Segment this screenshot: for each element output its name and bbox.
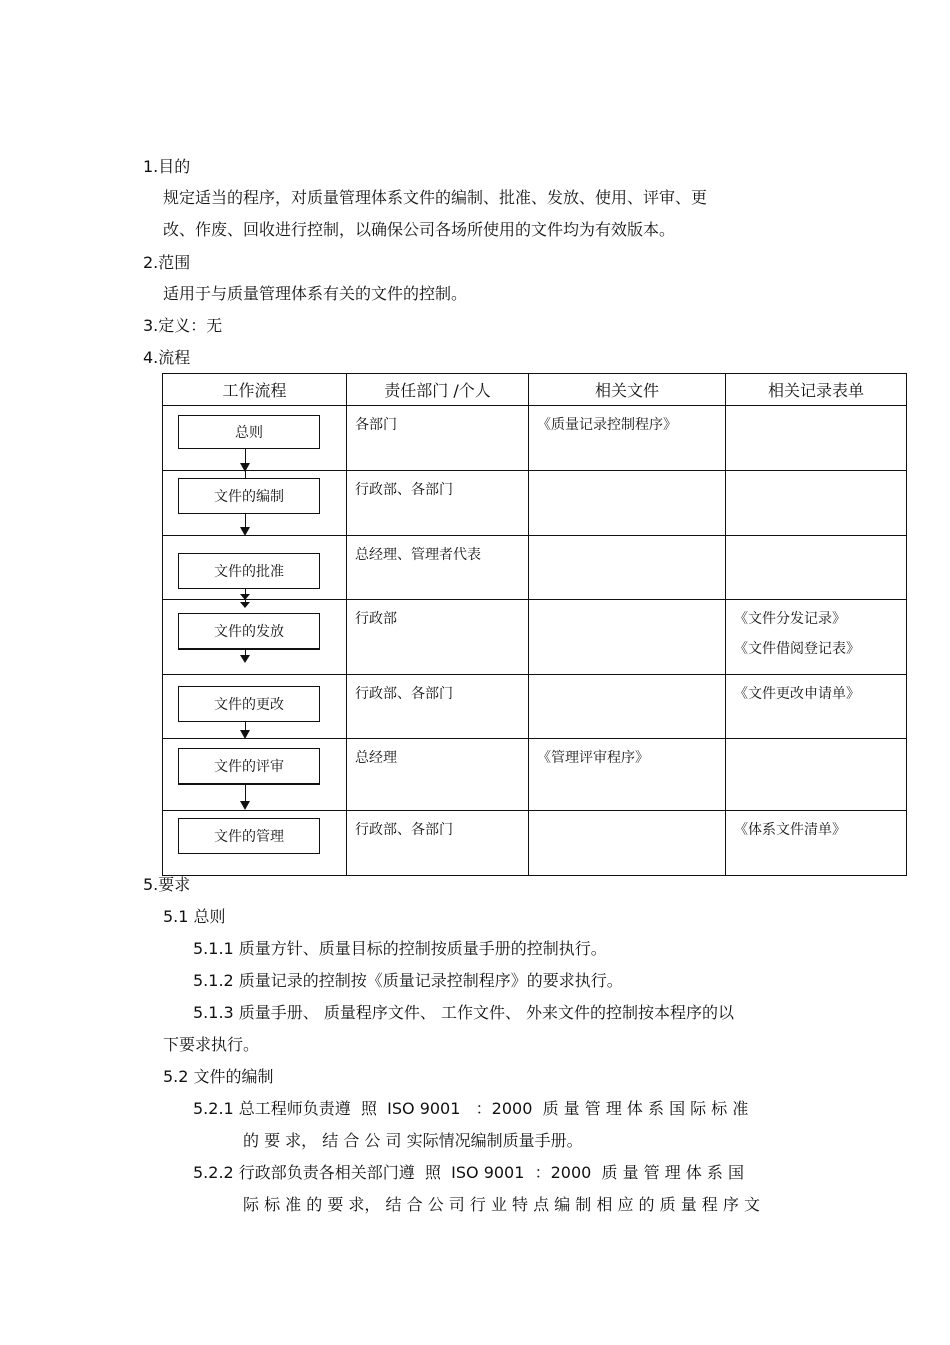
- flow-arrow-line: [245, 449, 246, 463]
- records-cell: [726, 536, 907, 600]
- section-5-1-1: 5.1.1 质量方针、质量目标的控制按质量手册的控制执行。: [193, 939, 607, 958]
- flow-arrow-head-icon: [240, 527, 250, 536]
- flow-arrow-head-icon: [240, 730, 250, 739]
- flow-cell: [163, 536, 347, 600]
- table-row: [163, 811, 907, 876]
- dept-cell: 总经理: [347, 739, 529, 811]
- flow-step-label: 总则: [235, 425, 263, 441]
- flow-step-box: [178, 613, 320, 650]
- flow-step-box: [178, 818, 320, 854]
- process-table: [162, 373, 907, 876]
- flow-arrow-line: [245, 471, 246, 478]
- flow-arrow-head-icon: [240, 655, 250, 663]
- dept-cell: 行政部: [347, 600, 529, 675]
- records-cell: [726, 600, 907, 675]
- table-row: [163, 600, 907, 675]
- section-5-1-3-line-2: 下要求执行。: [163, 1035, 260, 1054]
- section-5-2-title: 5.2 文件的编制: [163, 1067, 274, 1086]
- header-related-docs: 相关文件: [529, 374, 726, 406]
- flow-step-box: [178, 553, 320, 589]
- section-2-text: 适用于与质量管理体系有关的文件的控制。: [163, 284, 468, 303]
- records-cell: [726, 675, 907, 739]
- records-cell: [726, 811, 907, 876]
- record-item: 《体系文件清单》: [734, 822, 846, 838]
- flow-arrow-line: [245, 785, 246, 801]
- section-2-title: 2.范围: [143, 253, 191, 272]
- flow-cell: [163, 471, 347, 536]
- flow-step-label: 文件的更改: [214, 697, 284, 713]
- header-workflow: 工作流程: [163, 374, 347, 406]
- flow-cell: [163, 811, 347, 876]
- section-1-text-line-2: 改、作废、回收进行控制，以确保公司各场所使用的文件均为有效版本。: [163, 220, 676, 239]
- doc-cell: [529, 471, 726, 536]
- record-item: 《文件分发记录》: [734, 611, 846, 627]
- flow-arrow-line: [245, 514, 246, 527]
- section-5-2-2-line-1: 5.2.2 行政部负责各相关部门遵 照 ISO 9001 ：2000 质 量 管 理 体 系 国: [193, 1163, 744, 1182]
- header-related-records: 相关记录表单: [726, 374, 907, 406]
- flow-step-label: 文件的评审: [214, 759, 284, 775]
- section-3-title: 3.定义：无: [143, 316, 223, 335]
- flow-step-box: [178, 478, 320, 514]
- records-cell: [726, 471, 907, 536]
- flow-step-label: 文件的管理: [214, 829, 284, 845]
- flow-cell: [163, 675, 347, 739]
- flow-step-label: 文件的批准: [214, 564, 284, 580]
- table-row: [163, 471, 907, 536]
- flow-step-box: [178, 748, 320, 785]
- dept-cell: 行政部、各部门: [347, 675, 529, 739]
- records-cell: [726, 406, 907, 471]
- record-item: 《文件借阅登记表》: [734, 641, 860, 657]
- table-row: [163, 675, 907, 739]
- flow-step-label: 文件的编制: [214, 489, 284, 505]
- section-5-2-1-line-1: 5.2.1 总工程师负责遵 照 ISO 9001 ：2000 质 量 管 理 体 系 国 际 标 准: [193, 1099, 749, 1118]
- record-item: 《文件更改申请单》: [734, 686, 860, 702]
- doc-cell: [529, 675, 726, 739]
- section-5-1-3-line-1: 5.1.3 质量手册、 质量程序文件、 工作文件、 外来文件的控制按本程序的以: [193, 1003, 735, 1022]
- flow-step-box: [178, 415, 320, 449]
- section-4-title: 4.流程: [143, 348, 191, 367]
- dept-cell: 总经理、管理者代表: [347, 536, 529, 600]
- flow-cell: [163, 739, 347, 811]
- doc-cell: [529, 811, 726, 876]
- flow-step-label: 文件的发放: [214, 624, 284, 640]
- table-row: [163, 739, 907, 811]
- doc-cell: 《质量记录控制程序》: [529, 406, 726, 471]
- table-row: [163, 406, 907, 471]
- flow-arrow-head-icon: [240, 602, 250, 608]
- section-5-2-2-line-2: 际 标 准 的 要 求， 结 合 公 司 行 业 特 点 编 制 相 应 的 质 量 程 序 文: [243, 1195, 760, 1214]
- flow-arrow-line: [245, 722, 246, 730]
- dept-cell: 各部门: [347, 406, 529, 471]
- flow-step-box: [178, 686, 320, 722]
- section-1-text-line-1: 规定适当的程序，对质量管理体系文件的编制、批准、发放、使用、评审、更: [163, 188, 708, 207]
- doc-cell: [529, 600, 726, 675]
- header-department: 责任部门 /个人: [347, 374, 529, 406]
- dept-cell: 行政部、各部门: [347, 811, 529, 876]
- flow-arrow-head-icon: [240, 801, 250, 810]
- section-5-1-title: 5.1 总则: [163, 907, 226, 926]
- section-1-title: 1.目的: [143, 157, 191, 176]
- flow-cell: [163, 406, 347, 471]
- section-5-2-1-line-2: 的 要 求， 结 合 公 司 实际情况编制质量手册。: [243, 1131, 583, 1150]
- section-5-1-2: 5.1.2 质量记录的控制按《质量记录控制程序》的要求执行。: [193, 971, 623, 990]
- records-cell: [726, 739, 907, 811]
- doc-cell: [529, 536, 726, 600]
- section-5-title: 5.要求: [143, 875, 191, 894]
- dept-cell: 行政部、各部门: [347, 471, 529, 536]
- table-row: [163, 536, 907, 600]
- doc-cell: 《管理评审程序》: [529, 739, 726, 811]
- flow-cell: [163, 600, 347, 675]
